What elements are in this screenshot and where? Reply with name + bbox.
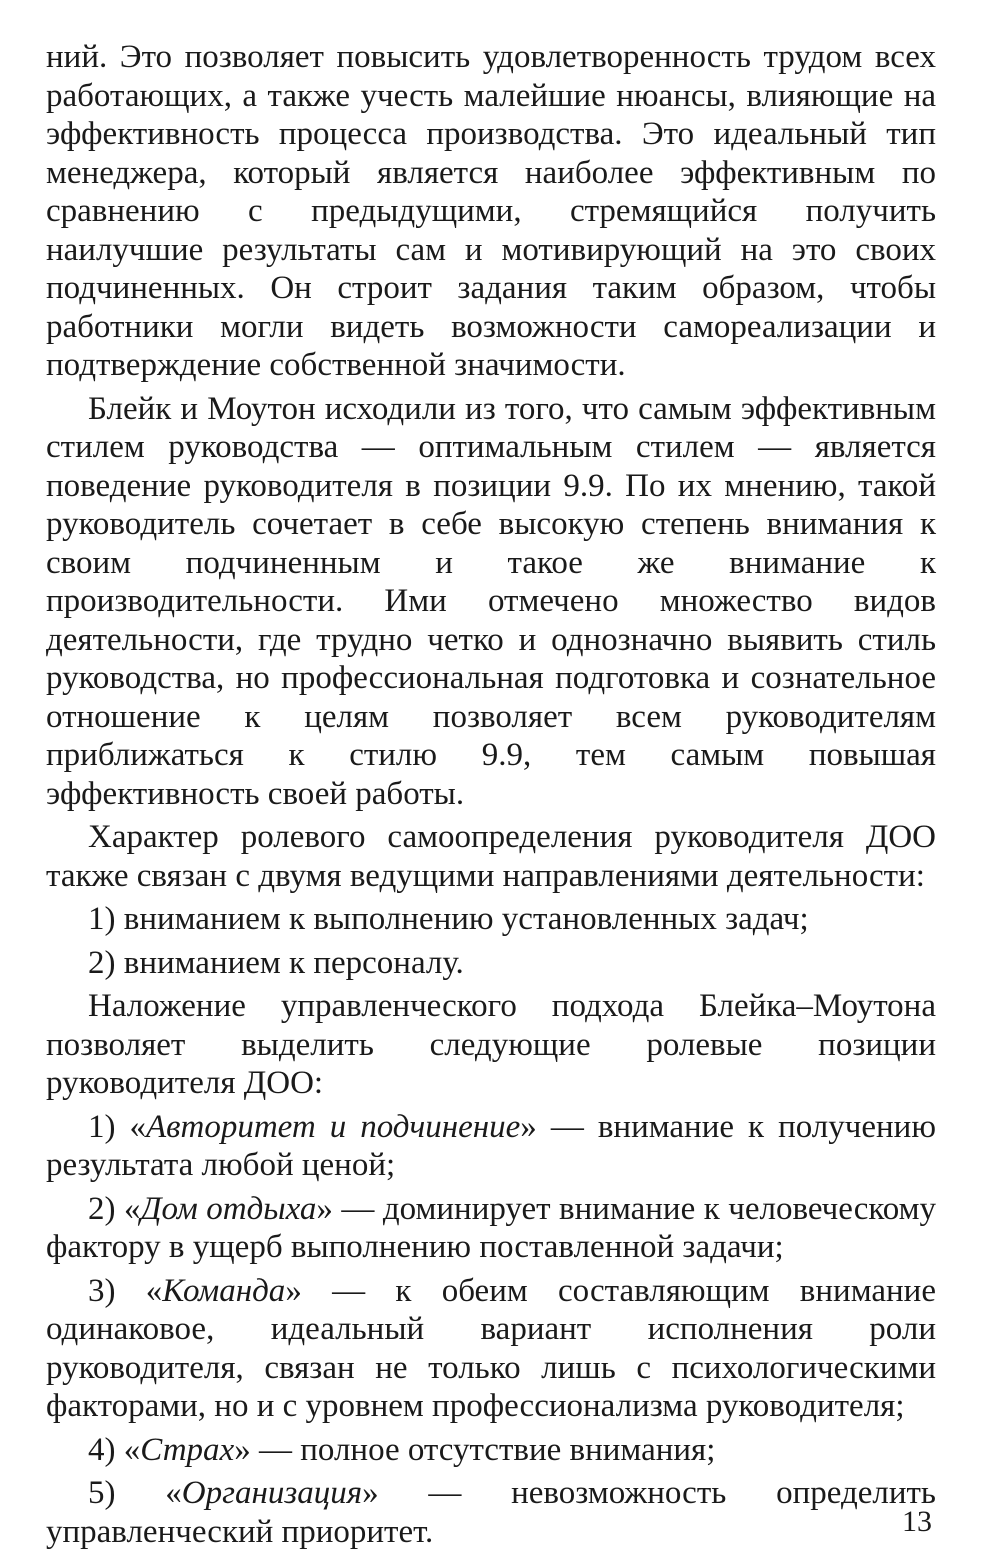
role-item [46,1272,936,1426]
role-name: Страх [140,1431,235,1468]
list-item: 1) вниманием к выполнению установленных задач; [88,901,809,937]
role-description: » — к обеим составляющим внимание одинаковое, идеальный вариант исполнения роли руководителя, связан не только лишь с психологическими факторами, но и с уровнем профессионализма руководителя; [46,1272,936,1424]
role-number: 5) « [88,1475,182,1511]
role-description: » — доминирует внимание к человеческому фактору в ущерб выполнению поставленной задачи; [46,1190,936,1265]
paragraph-overlay: Наложение управленческого подхода Блейка–Моутона позволяет выделить следующие ролевые позиции руководителя ДОО: [46,988,936,1101]
role-description: » — полное отсутствие внимания; [234,1431,716,1468]
list-item: 2) вниманием к персоналу. [88,944,464,981]
role-item [46,1474,936,1551]
role-number: 2) « [88,1190,141,1227]
role-number: 3) « [88,1272,163,1309]
role-item [46,1190,936,1267]
role-description: » — внимание к получению результата любой ценой; [46,1108,936,1183]
role-number: 1) « [88,1108,147,1145]
role-description: » — невозможность определить управленческий приоритет. [46,1475,936,1550]
paragraph-role-character: Характер ролевого самоопределения руководителя ДОО также связан с двумя ведущими направлениями деятельности: [46,819,936,894]
page-number: 13 [902,1505,932,1538]
role-item [46,1108,936,1185]
role-item [46,1431,936,1470]
role-name: Авторитет и подчинение [146,1108,521,1145]
page-body [46,38,936,1551]
role-name: Команда [162,1272,286,1309]
paragraph-blake-mouton: Блейк и Моутон исходили из того, что самым эффективным стилем руководства — оптимальным стилем — является поведение руководителя в позиции 9.9. По их мнению, такой руководитель сочетает в себе высокую степень внимания к своим подчиненным и такое же внимание к производительности. Ими отмечено множество видов деятельности, где трудно четко и однозначно выявить стиль руководства, но профессиональная подготовка и сознательное отношение к целям позволяет всем руководителям приближаться к стилю 9.9, тем самым повышая эффективность своей работы. [46,390,936,812]
role-name: Организация [181,1475,363,1511]
paragraph-continuation: ний. Это позволяет повысить удовлетворенность трудом всех работающих, а также учесть малейшие нюансы, влияющие на эффективность процесса производства. Это идеальный тип менеджера, который является наиболее эффективным по сравнению с предыдущими, стремящийся получить наилучшие результаты сам и мотивирующий на это своих подчиненных. Он строит задания таким образом, чтобы работники могли видеть возможности самореализации и подтверждение собственной значимости. [46,39,936,383]
role-number: 4) « [88,1431,141,1468]
role-name: Дом отдыха [140,1190,317,1227]
